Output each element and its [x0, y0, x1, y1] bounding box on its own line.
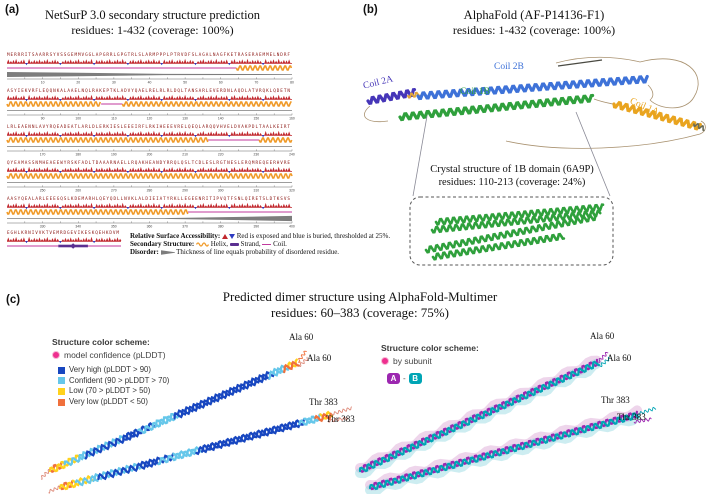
radio-icon	[52, 351, 60, 359]
very-high-swatch	[58, 367, 65, 374]
svg-text:370: 370	[182, 224, 188, 229]
plddt-item-confident	[58, 376, 169, 387]
svg-text:110: 110	[111, 116, 117, 121]
svg-text:70: 70	[254, 80, 259, 85]
svg-text:380: 380	[217, 224, 224, 229]
legend-ss-label: Secondary Structure:	[130, 240, 195, 249]
sequence-text: ASYIEKVRFLEQQNKALAAELNQLRAKEPTKLADVYQAELRELRLRLDQLTANSARLEVERDNLAQDLATVRQKLQDETN	[7, 89, 290, 94]
svg-text:20: 20	[76, 80, 81, 85]
chip-separator: -	[403, 374, 406, 383]
legend-disorder-text: Thickness of line equals probability of disordered residue.	[176, 248, 340, 257]
plddt-items	[58, 365, 169, 407]
panel-a-title: NetSurP 3.0 secondary structure prediction	[44, 8, 261, 22]
crystal-subtitle: residues: 110-213 (coverage: 24%)	[438, 177, 586, 189]
svg-text:390: 390	[253, 224, 260, 229]
svg-text:270: 270	[111, 188, 117, 193]
sequence-text: QYEAMASSNMHEAEEWYRSKFADLTDAAARNAELLRQAKHEANDYRRQLQSLTCDLESLRGTNESLERQMREQEERHVRE	[7, 161, 290, 166]
plddt-legend	[52, 337, 169, 407]
panel-c-label: (c)	[6, 294, 21, 306]
sequence-text: LRLEAENNLAVYRQEADEATLARLDLERKIESLEEEIRFLRKIHEEEVRELQEQLARQQVHVELDVAKPDLTAALKEIRT	[7, 125, 290, 130]
low-label: Low (70 > pLDDT > 50)	[69, 386, 151, 396]
netsurfp-row-6	[7, 230, 121, 266]
subunit-legend	[381, 343, 479, 384]
svg-text:100: 100	[75, 116, 82, 121]
helix-icon	[196, 241, 209, 248]
svg-text:220: 220	[217, 152, 224, 157]
svg-text:360: 360	[146, 224, 153, 229]
svg-text:210: 210	[182, 152, 188, 157]
netsurfp-row-1	[7, 52, 292, 88]
confident-label: Confident (90 > pLDDT > 70)	[69, 375, 170, 385]
panel-a-subtitle: residues: 1-432 (coverage: 100%)	[71, 23, 234, 38]
panel-a-label: (a)	[5, 4, 20, 16]
sequence-text: AASYQEALARLEEEGQSLKDEMARHLQEYQDLLNVKLALDIEIATYRKLLEGEENRITIPVQTFSNLQIRETSLDTKSVS	[7, 197, 290, 202]
plddt-legend-heading: Structure color scheme:	[52, 337, 150, 347]
very-high-label: Very high (pLDDT > 90)	[69, 365, 151, 374]
chain-b-chip: B	[409, 373, 422, 384]
svg-text:40: 40	[147, 80, 152, 85]
svg-text:180: 180	[75, 152, 82, 157]
svg-text:30: 30	[111, 80, 116, 85]
svg-text:310: 310	[253, 188, 260, 193]
panel-b-subtitle: residues: 1-432 (coverage: 100%)	[452, 23, 616, 38]
left-ala60-label-1: Ala 60	[289, 332, 314, 342]
svg-text:150: 150	[253, 116, 260, 121]
low-swatch	[58, 388, 65, 395]
svg-text:350: 350	[111, 224, 117, 229]
chain-a-chip: A	[387, 373, 400, 384]
svg-text:240: 240	[289, 152, 295, 157]
svg-text:190: 190	[111, 152, 117, 157]
coil-1a-label: Coil 1A	[628, 96, 661, 118]
panel-b-title-block	[369, 8, 699, 38]
legend-coil-text: Coil.	[273, 240, 287, 249]
left-thr383-label-1: Thr 383	[309, 397, 338, 407]
svg-text:400: 400	[289, 224, 295, 229]
strand-icon	[230, 243, 239, 246]
very-low-swatch	[58, 399, 65, 406]
sequence-text: MERRRITSAARRSYVSSGEMMVGGLAPGRRLGPGTRLSLARMPPPLPTRVDFSLAGALNAGFKETRASERAEMMELNDRF	[7, 53, 290, 58]
subunit-scheme-label: by subunit	[393, 356, 432, 366]
right-thr383-label-2: Thr 383	[617, 412, 646, 422]
svg-text:320: 320	[289, 188, 295, 193]
subunit-scheme-row	[381, 356, 479, 366]
confident-swatch	[58, 377, 65, 384]
panel-c-title: Predicted dimer structure using AlphaFold-Multimer	[222, 289, 498, 304]
disorder-icon	[161, 249, 175, 256]
svg-text:120: 120	[146, 116, 153, 121]
svg-text:340: 340	[75, 224, 82, 229]
plddt-scheme-row	[52, 350, 169, 360]
svg-text:80: 80	[290, 80, 294, 85]
rsa-exposed-icon	[222, 234, 228, 239]
svg-text:330: 330	[39, 224, 46, 229]
legend-strand-text: Strand,	[240, 240, 261, 249]
netsurfp-legend	[130, 232, 400, 257]
sequence-text: EGHLKRNIVVKTVEMRDGEVIKESKQEHKDVM	[7, 231, 119, 236]
svg-text:170: 170	[39, 152, 46, 157]
svg-text:250: 250	[39, 188, 46, 193]
legend-rsa-text: Red is exposed and blue is buried, thresholded at 25%.	[236, 232, 391, 240]
chain-chips	[387, 373, 479, 384]
rsa-buried-icon	[229, 234, 235, 239]
legend-rsa-line	[130, 232, 400, 240]
netsurfp-row-4	[7, 160, 295, 196]
legend-rsa-label: Relative Surface Accessibility:	[130, 232, 221, 240]
left-ala60-label-2: Ala 60	[307, 353, 332, 363]
svg-text:140: 140	[217, 116, 224, 121]
legend-helix-text: Helix,	[210, 240, 229, 249]
svg-text:300: 300	[217, 188, 224, 193]
legend-ss-line	[130, 240, 400, 248]
crystal-caption	[402, 163, 622, 189]
subunit-legend-heading: Structure color scheme:	[381, 343, 479, 353]
svg-text:130: 130	[182, 116, 188, 121]
coil-2b-label: Coil 2B	[494, 62, 524, 72]
svg-text:260: 260	[75, 188, 82, 193]
netsurfp-row-3	[7, 124, 295, 160]
right-ala60-label-2: Ala 60	[607, 353, 632, 363]
crystal-title: Crystal structure of 1B domain (6A9P)	[430, 164, 594, 175]
coil-icon	[262, 244, 271, 245]
svg-text:10: 10	[40, 80, 45, 85]
plddt-item-very-high	[58, 365, 169, 376]
svg-text:290: 290	[182, 188, 188, 193]
panel-b-label: (b)	[363, 4, 378, 16]
panel-a-title-block	[10, 8, 295, 38]
coil-1b-label: Coil 1B	[460, 87, 490, 97]
panel-c-subtitle: residues: 60–383 (coverage: 75%)	[271, 305, 449, 321]
svg-text:230: 230	[253, 152, 260, 157]
legend-disorder-line	[130, 248, 400, 256]
svg-text:160: 160	[289, 116, 295, 121]
panel-b-title: AlphaFold (AF-P14136-F1)	[463, 8, 605, 22]
plddt-item-low	[58, 386, 169, 397]
svg-text:90: 90	[40, 116, 45, 121]
very-low-label: Very low (pLDDT < 50)	[69, 396, 148, 406]
svg-text:280: 280	[146, 188, 153, 193]
panel-c-title-block	[180, 289, 540, 322]
svg-text:60: 60	[218, 80, 223, 85]
left-thr383-label-2: Thr 383	[326, 414, 355, 424]
netsurfp-row-2	[7, 88, 295, 124]
plddt-item-very-low	[58, 397, 169, 408]
legend-disorder-label: Disorder:	[130, 248, 159, 257]
right-thr383-label-1: Thr 383	[601, 395, 630, 405]
coil-2a-label: Coil 2A	[362, 74, 395, 92]
netsurfp-row-5	[7, 196, 295, 232]
radio-icon	[381, 357, 389, 365]
svg-text:200: 200	[146, 152, 153, 157]
right-ala60-label-1: Ala 60	[590, 331, 615, 341]
plddt-scheme-label: model confidence (pLDDT)	[64, 350, 166, 360]
svg-text:50: 50	[183, 80, 188, 85]
